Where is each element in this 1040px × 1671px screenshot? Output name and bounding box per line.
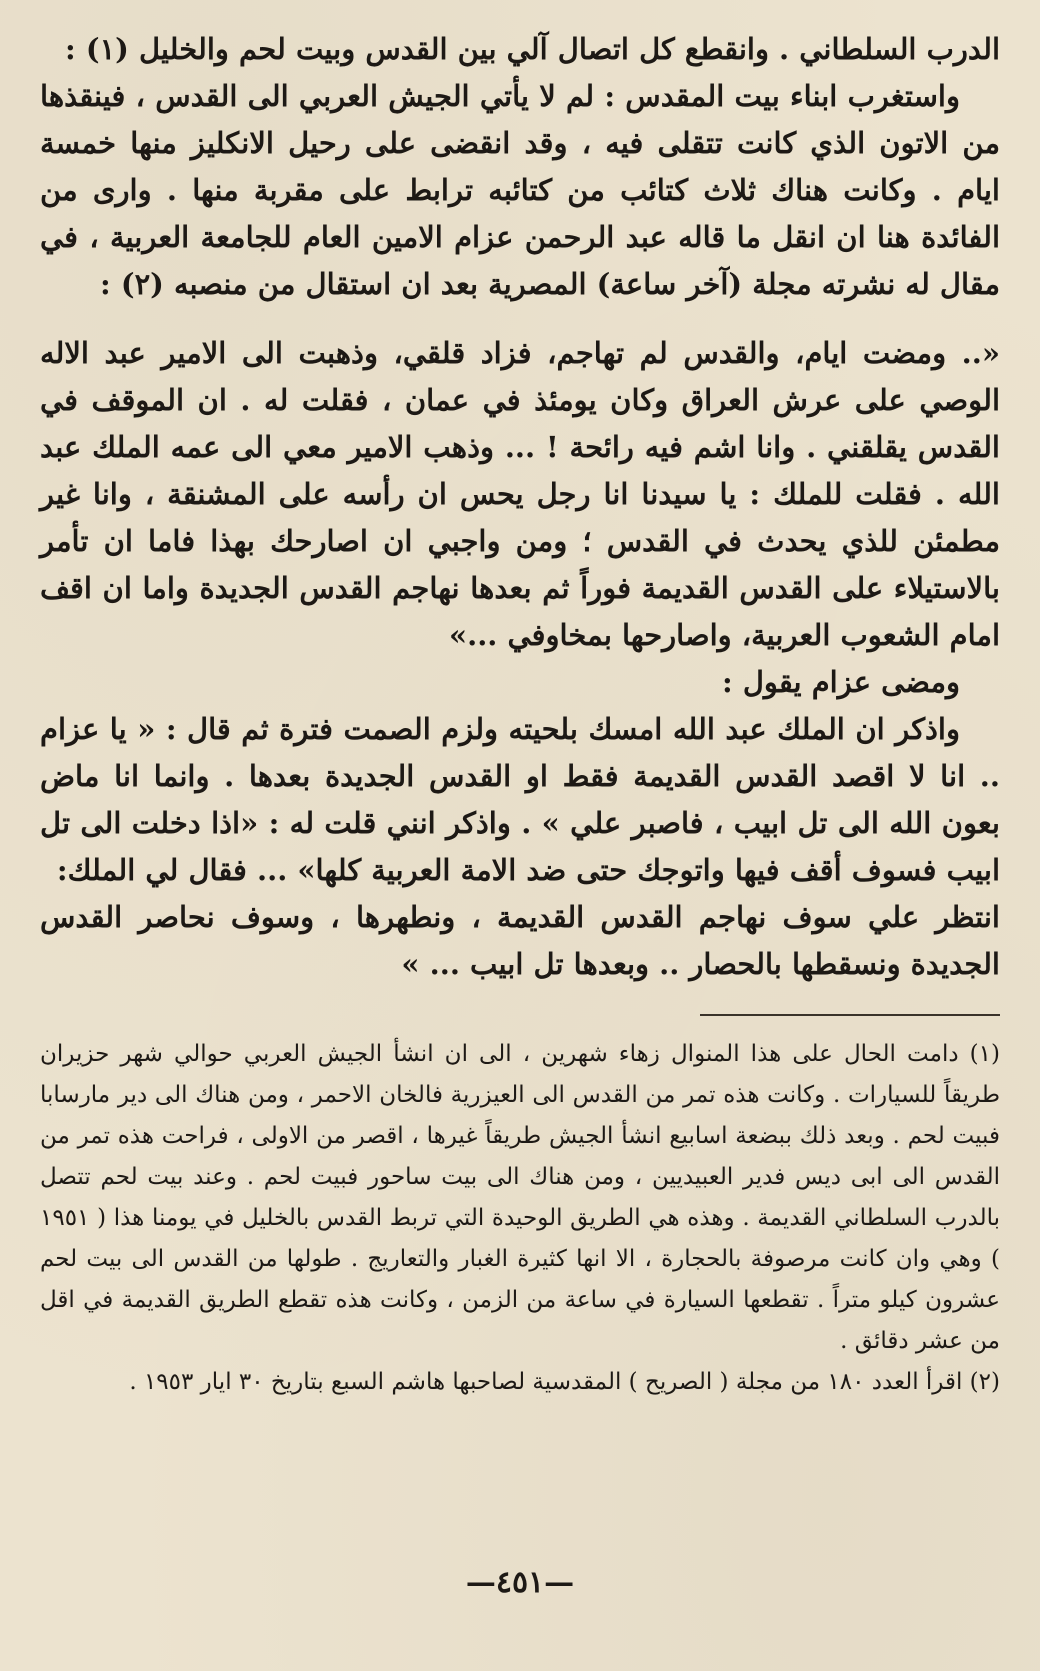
paragraph-6: انتظر علي سوف نهاجم القدس القديمة ، ونطهرها ، وسوف نحاصر القدس الجديدة ونسقطها بالحصار .. وبعدها تل ابيب ... » — [40, 900, 1000, 981]
paragraph-1: الدرب السلطاني . وانقطع كل اتصال آلي بين القدس وبيت لحم والخليل (١) : — [65, 32, 1000, 66]
page-number: —٤٥١— — [465, 1565, 575, 1600]
footnote-divider — [700, 1014, 1000, 1016]
paragraph-4: ومضى عزام يقول : — [722, 665, 960, 699]
footnotes — [40, 1034, 1000, 1403]
footnote-2: (٢) اقرأ العدد ١٨٠ من مجلة ( الصريح ) المقدسية لصاحبها هاشم السبع بتاريخ ٣٠ ايار ١٩٥٣ . — [129, 1369, 1000, 1395]
quote-paragraph: «.. ومضت ايام، والقدس لم تهاجم، فزاد قلقي، وذهبت الى الامير عبد الاله الوصي على عرش العراق وكان يومئذ في عمان ، فقلت له . ان الموقف في القدس يقلقني . وانا اشم فيه رائحة ! ... وذهب الامير معي الى عمه الملك عبد الله . فقلت للملك : يا سيدنا انا رجل يحس ان رأسه على المشنقة ، وانا غير مطمئن للذي يحدث في القدس ؛ ومن واجبي ان اصارحك بهذا فاما ان تأمر بالاستيلاء على القدس القديمة فوراً ثم بعدها نهاجم القدس الجديدة واما ان اقف امام الشعوب العربية، واصارحها بمخاوفي ...» — [40, 336, 1000, 652]
footnote-1: (١) دامت الحال على هذا المنوال زهاء شهرين ، الى ان انشأ الجيش العربي حوالي شهر حزيران طريقاً للسيارات . وكانت هذه تمر من القدس الى العيزرية فالخان الاحمر ، ومن هناك الى دير مارسابا فبيت لحم . وبعد ذلك ببضعة اسابيع انشأ الجيش طريقاً غيرها ، اقصر من الاولى ، فراحت هذه تمر من القدس الى ابى ديس فدير العبيديين ، ومن هناك الى بيت ساحور فبيت لحم . وعند بيت لحم تتصل بالدرب السلطاني القديمة . وهذه هي الطريق الوحيدة التي تربط القدس بالخليل في يومنا هذا ( ١٩٥١ ) وهي وان كانت مرصوفة بالحجارة ، الا انها كثيرة الغبار والتعاريج . طولها من القدس الى بيت لحم عشرون كيلو متراً . تقطعها السيارة في ساعة من الزمن ، وكانت هذه تقطع الطريق القديمة في اقل من عشر دقائق . — [40, 1041, 1000, 1354]
paragraph-2: واستغرب ابناء بيت المقدس : لم لا يأتي الجيش العربي الى القدس ، فينقذها من الاتون الذي كانت تتقلى فيه ، وقد انقضى على رحيل الانكليز منها خمسة ايام . وكانت هناك ثلاث كتائب من كتائبه ترابط على مقربة منها . واری من الفائدة هنا ان انقل ما قاله عبد الرحمن عزام الامين العام للجامعة العربية ، في مقال له نشرته مجلة (آخر ساعة) المصرية بعد ان استقال من منصبه (٢) : — [40, 79, 1000, 301]
main-text — [40, 26, 1000, 988]
paragraph-5: واذكر ان الملك عبد الله امسك بلحيته ولزم الصمت فترة ثم قال : « يا عزام .. انا لا اقصد القدس القديمة فقط او القدس الجديدة بعدها . وانما انا ماض بعون الله الى تل ابيب ، فاصبر علي » . واذكر انني قلت له : «اذا دخلت الى تل ابيب فسوف أقف فيها واتوجك حتى ضد الامة العربية كلها» ... فقال لي الملك: — [40, 712, 1000, 887]
